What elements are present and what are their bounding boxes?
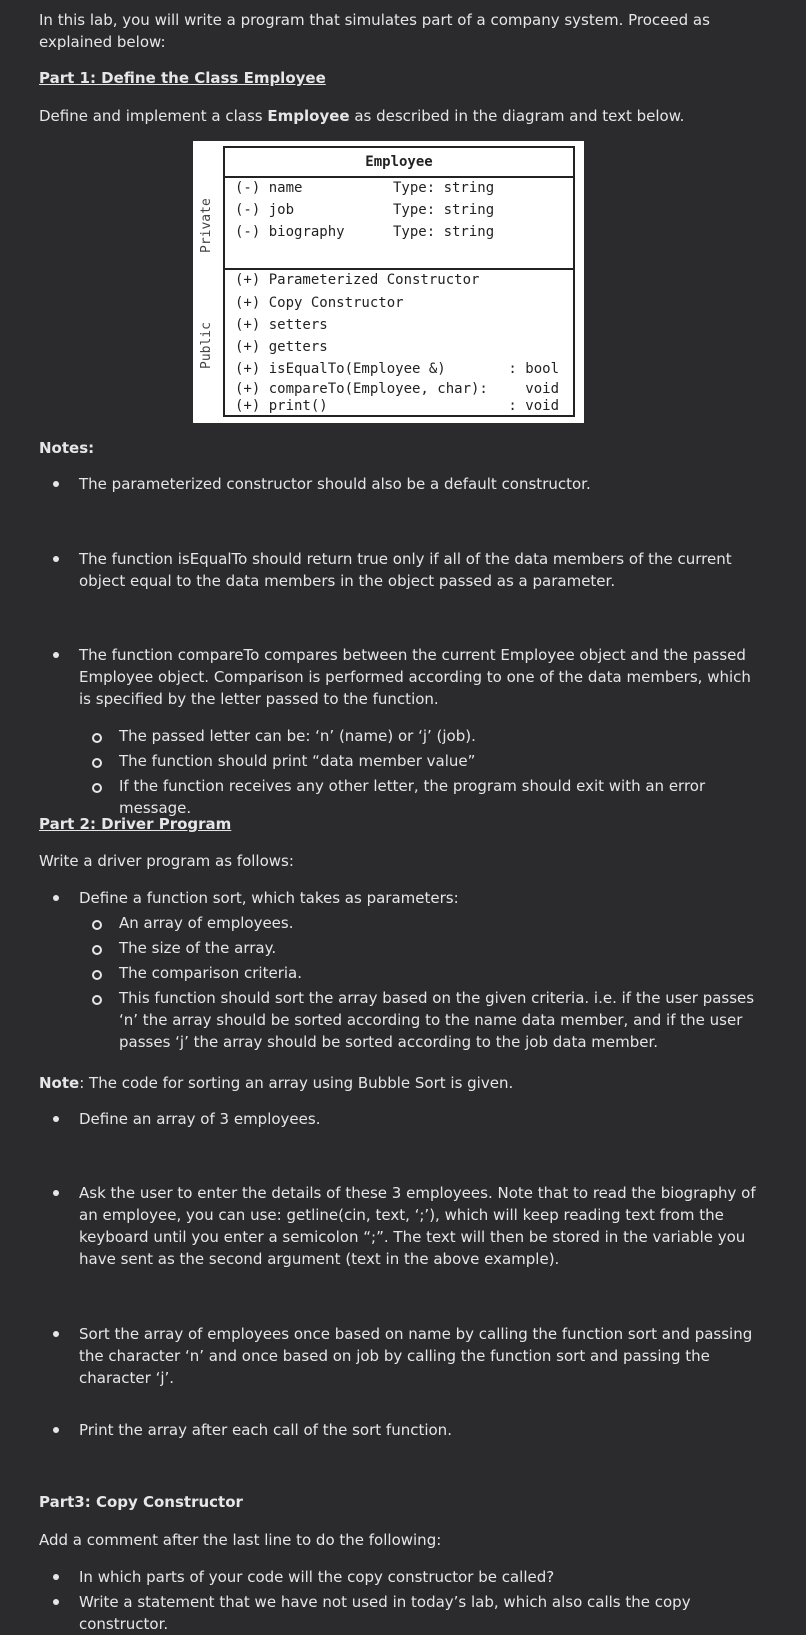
bullet-icon [53, 1116, 59, 1122]
list-item: The function compareTo compares between the current Employee object and the passed Employee object. Comparison is performed according to one of the data members, which is specified by the letter passed to the function. [79, 646, 751, 708]
bullet-icon [53, 1427, 59, 1433]
method-row: (+) setters [235, 317, 328, 333]
bullet-icon [53, 1331, 59, 1337]
circle-bullet-icon [92, 970, 102, 980]
part2-intro: Write a driver program as follows: [39, 852, 294, 870]
bullet-icon [53, 481, 59, 487]
list-item: In which parts of your code will the copy constructor be called? [79, 1568, 555, 1586]
list-item: The parameterized constructor should also be a default constructor. [79, 475, 591, 493]
bullet-icon [53, 1190, 59, 1196]
circle-bullet-icon [92, 783, 102, 793]
method-row: (+) Copy Constructor [235, 295, 404, 311]
part1-desc-pre: Define and implement a class [39, 107, 268, 125]
part3-intro: Add a comment after the last line to do the following: [39, 1531, 442, 1549]
list-item: Ask the user to enter the details of these 3 employees. Note that to read the biography of an employee, you can use: getline(cin, text, ‘;’), which will keep reading text from the keyboard until you enter a semicolon “;”. The text will then be stored in the variable you have sent as the second argument (text in the above example). [79, 1184, 756, 1268]
method-return: void [525, 381, 559, 397]
bullet-icon [53, 895, 59, 901]
method-row: (+) isEqualTo(Employee &) [235, 361, 446, 377]
part1-desc-bold: Employee [267, 107, 350, 125]
part1-description [39, 105, 766, 127]
method-return: : bool [508, 361, 559, 377]
sub-list-item: This function should sort the array based on the given criteria. i.e. if the user passes ‘n’ the array should be sorted according to the name data member, and if the user passes ‘j’ the array should be sorted according to the job data member. [119, 989, 755, 1051]
attribute-row: (-) biography [235, 224, 345, 240]
attribute-type: Type: string [393, 202, 495, 218]
list-item: Sort the array of employees once based on name by calling the function sort and passing the character ‘n’ and once based on job by calling the function sort and passing the character ‘j’. [79, 1325, 753, 1387]
attribute-type: Type: string [393, 224, 495, 240]
bubble-sort-note [39, 1072, 766, 1094]
method-row: (+) Parameterized Constructor [235, 272, 480, 288]
private-label: Private [199, 198, 214, 253]
bullet-icon [53, 1574, 59, 1580]
part2-heading: Part 2: Driver Program [39, 815, 232, 833]
intro-text: In this lab, you will write a program that simulates part of a company system. Proceed as explained below: [39, 11, 710, 51]
uml-class-diagram [193, 141, 584, 423]
class-name: Employee [225, 148, 573, 178]
list-item: Write a statement that we have not used in today’s lab, which also calls the copy constructor. [79, 1593, 691, 1633]
notes-heading: Notes: [39, 439, 95, 457]
circle-bullet-icon [92, 945, 102, 955]
class-box [223, 146, 575, 417]
list-item: Define an array of 3 employees. [79, 1110, 321, 1128]
circle-bullet-icon [92, 995, 102, 1005]
part1-desc-post: as described in the diagram and text below. [349, 107, 685, 125]
circle-bullet-icon [92, 733, 102, 743]
bullet-icon [53, 556, 59, 562]
public-label: Public [199, 322, 214, 369]
sub-list-item: The passed letter can be: ‘n’ (name) or ‘j’ (job). [119, 727, 476, 745]
list-item: The function isEqualTo should return true only if all of the data members of the current object equal to the data members in the object passed as a parameter. [79, 550, 732, 590]
list-item: Print the array after each call of the sort function. [79, 1421, 452, 1439]
attribute-type: Type: string [393, 180, 495, 196]
method-row: (+) getters [235, 339, 328, 355]
note-label: Note [39, 1074, 80, 1092]
circle-bullet-icon [92, 920, 102, 930]
part1-heading: Part 1: Define the Class Employee [39, 69, 326, 87]
bullet-icon [53, 652, 59, 658]
bullet-icon [53, 1599, 59, 1605]
sub-list-item: The size of the array. [119, 939, 277, 957]
part3-heading: Part3: Copy Constructor [39, 1493, 243, 1511]
attributes-section [225, 178, 573, 270]
sub-list-item: If the function receives any other letter, the program should exit with an error message. [119, 777, 706, 817]
attribute-row: (-) job [235, 202, 295, 218]
attribute-row: (-) name [235, 180, 303, 196]
circle-bullet-icon [92, 758, 102, 768]
sub-list-item: The function should print “data member value” [119, 752, 476, 770]
list-item: Define a function sort, which takes as parameters: [79, 889, 459, 907]
sub-list-item: An array of employees. [119, 914, 294, 932]
method-row: (+) print() [235, 398, 328, 414]
sub-list-item: The comparison criteria. [119, 964, 303, 982]
method-row: (+) compareTo(Employee, char): [235, 381, 488, 397]
method-return: : void [508, 398, 559, 414]
note-text: : The code for sorting an array using Bubble Sort is given. [79, 1074, 514, 1092]
